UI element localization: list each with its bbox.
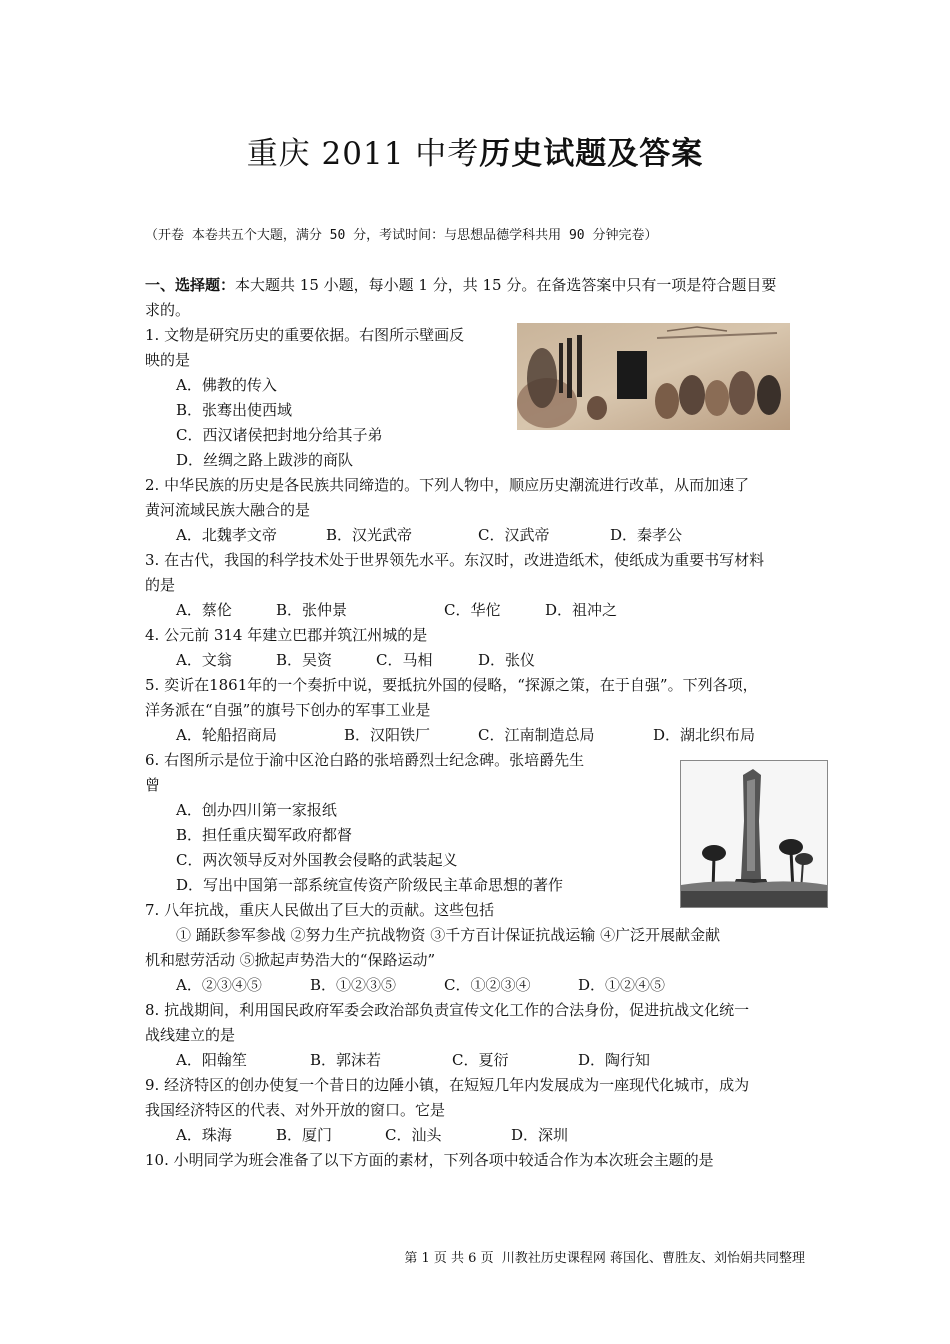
q6-option-c: C．两次领导反对外国教会侵略的武装起义 xyxy=(176,851,458,869)
q6-option-b: B．担任重庆蜀军政府都督 xyxy=(176,826,353,844)
q6-option-d: D．写出中国第一部系统宣传资产阶级民主革命思想的著作 xyxy=(176,876,564,894)
q2-stem: 2. 中华民族的历史是各民族共同缔造的。下列人物中，顺应历史潮流进行改革，从而加速了 xyxy=(145,476,750,494)
q1-option-a: A．佛教的传入 xyxy=(176,376,277,394)
q2-option-b: B．汉光武帝 xyxy=(326,526,413,544)
q9-option-a: A．珠海 xyxy=(176,1126,232,1144)
q9-stem: 9. 经济特区的创办使复一个昔日的边陲小镇，在短短几年内发展成为一座现代化城市，成为 xyxy=(145,1076,750,1094)
section1-intro: 一、选择题：本大题共 15 小题，每小题 1 分，共 15 分。在备选答案中只有一项是符合题目要 xyxy=(145,276,777,294)
q7-items-cont: 机和慰劳活动 ⑤掀起声势浩大的“保路运动” xyxy=(145,951,436,969)
q3-option-b: B．张仲景 xyxy=(276,601,348,619)
q6-stem: 6. 右图所示是位于渝中区沧白路的张培爵烈士纪念碑。张培爵先生 xyxy=(145,751,585,769)
q8-option-b: B．郭沫若 xyxy=(310,1051,382,1069)
mural-image xyxy=(517,323,790,430)
q8-option-d: D．陶行知 xyxy=(578,1051,651,1069)
q5-stem-cont: 洋务派在“自强”的旗号下创办的军事工业是 xyxy=(145,701,431,719)
q7-option-c: C．①②③④ xyxy=(444,976,531,994)
q1-option-c: C．西汉诸侯把封地分给其子弟 xyxy=(176,426,383,444)
q8-option-c: C．夏衍 xyxy=(452,1051,509,1069)
q5-option-b: B．汉阳铁厂 xyxy=(344,726,431,744)
q9-stem-cont: 我国经济特区的代表、对外开放的窗口。它是 xyxy=(145,1101,446,1119)
title-part2: 历史试题及答案 xyxy=(479,136,704,172)
q1-stem-cont: 映的是 xyxy=(145,351,191,369)
q3-stem: 3. 在古代，我国的科学技术处于世界领先水平。东汉时，改进造纸术，使纸成为重要书写材料 xyxy=(145,551,765,569)
q8-stem: 8. 抗战期间，利用国民政府军委会政治部负责宣传文化工作的合法身份，促进抗战文化统一 xyxy=(145,1001,750,1019)
q5-stem: 5. 奕䜣在1861年的一个奏折中说，要抵抗外国的侵略，“探源之策，在于自强”。下列各项， xyxy=(145,676,758,694)
q10-stem: 10. 小明同学为班会准备了以下方面的素材，下列各项中较适合作为本次班会主题的是 xyxy=(145,1151,714,1169)
q5-option-d: D．湖北织布局 xyxy=(653,726,756,744)
q2-option-d: D．秦孝公 xyxy=(610,526,683,544)
q7-option-b: B．①②③⑤ xyxy=(310,976,397,994)
q4-option-d: D．张仪 xyxy=(478,651,536,669)
q6-option-a: A．创办四川第一家报纸 xyxy=(176,801,337,819)
q8-option-a: A．阳翰笙 xyxy=(176,1051,247,1069)
q2-option-a: A．北魏孝文帝 xyxy=(176,526,277,544)
q3-option-d: D．祖冲之 xyxy=(545,601,618,619)
q3-option-c: C．华佗 xyxy=(444,601,501,619)
footer-credit: 川教社历史课程网 蒋国化、曹胜友、刘怡娟共同整理 xyxy=(501,1251,805,1266)
q7-stem: 7. 八年抗战，重庆人民做出了巨大的贡献。这些包括 xyxy=(145,901,495,919)
q4-option-c: C．马相 xyxy=(376,651,433,669)
page-number: 第 1 页 共 6 页 xyxy=(404,1251,494,1266)
exam-note: （开卷 本卷共五个大题，满分 50 分，考试时间：与思想品德学科共用 90 分钟完卷） xyxy=(145,228,658,243)
q1-stem: 1. 文物是研究历史的重要依据。右图所示壁画反 xyxy=(145,326,465,344)
page-footer xyxy=(404,1247,805,1266)
q7-items: ① 踊跃参军参战 ②努力生产抗战物资 ③千方百计保证抗战运输 ④广泛开展献金献 xyxy=(176,926,721,944)
q9-option-c: C．汕头 xyxy=(385,1126,442,1144)
section1-intro-cont: 求的。 xyxy=(145,301,191,319)
q2-stem-cont: 黄河流域民族大融合的是 xyxy=(145,501,311,519)
q1-option-d: D．丝绸之路上跋涉的商队 xyxy=(176,451,354,469)
q7-option-d: D．①②④⑤ xyxy=(578,976,666,994)
q2-option-c: C．汉武帝 xyxy=(478,526,550,544)
section1-heading: 一、选择题： xyxy=(145,276,236,294)
q4-stem: 4. 公元前 314 年建立巴郡并筑江州城的是 xyxy=(145,626,428,644)
title-part1: 重庆 2011 中考 xyxy=(246,136,480,172)
q5-option-c: C．江南制造总局 xyxy=(478,726,595,744)
q9-option-d: D．深圳 xyxy=(511,1126,569,1144)
q9-option-b: B．厦门 xyxy=(276,1126,333,1144)
q7-option-a: A．②③④⑤ xyxy=(176,976,262,994)
q6-stem-cont: 曾 xyxy=(145,776,161,794)
q8-stem-cont: 战线建立的是 xyxy=(145,1026,236,1044)
monument-image xyxy=(680,760,828,908)
q5-option-a: A．轮船招商局 xyxy=(176,726,277,744)
page-title xyxy=(0,128,950,173)
q1-option-b: B．张骞出使西域 xyxy=(176,401,293,419)
q4-option-b: B．吴资 xyxy=(276,651,333,669)
q4-option-a: A．文翁 xyxy=(176,651,232,669)
q3-option-a: A．蔡伦 xyxy=(176,601,232,619)
q3-stem-cont: 的是 xyxy=(145,576,176,594)
